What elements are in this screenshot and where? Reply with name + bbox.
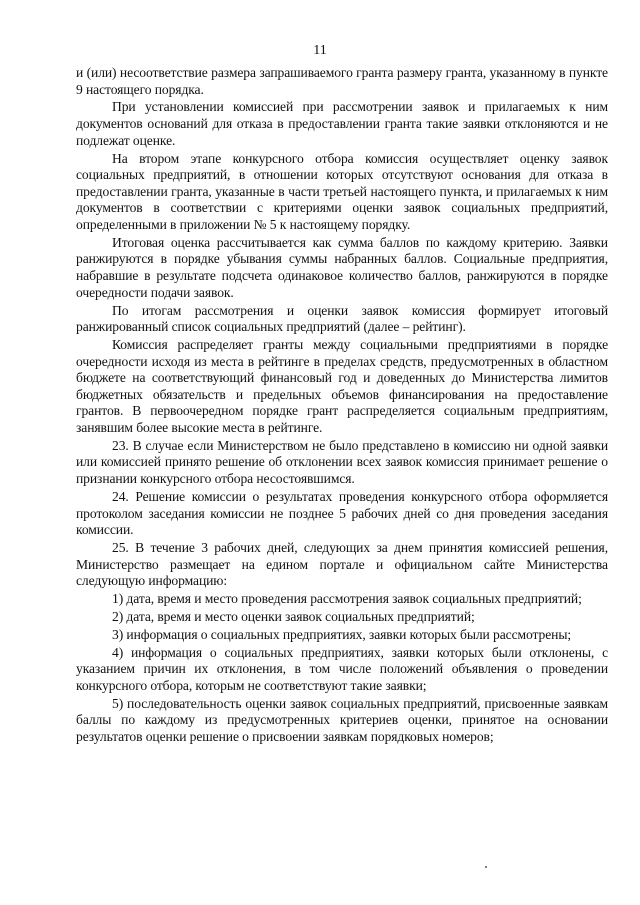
list-item: 1) дата, время и место проведения рассмотрения заявок социальных предприятий; <box>112 591 582 607</box>
clause-24: 24. Решение комиссии о результатах проведения конкурсного отбора оформляется протоколом заседания комиссии не позднее 5 рабочих дней со дня проведения заседания комиссии. <box>76 488 608 538</box>
scan-speck <box>485 866 487 868</box>
paragraph: При установлении комиссией при рассмотрении заявок и прилагаемых к ним документов оснований для отказа в предоставлении гранта такие заявки отклоняются и не подлежат оценке. <box>76 99 608 148</box>
clause-23: 23. В случае если Министерством не было представлено в комиссию ни одной заявки или комиссией принято решение об отклонении всех заявок комиссия принимает решение о признании конкурсного отбора несостоявшимся. <box>76 437 608 487</box>
list-item: 4) информация о социальных предприятиях, заявки которых были отклонены, с указанием причин их отклонения, в том числе положений объявления о проведении конкурсного отбора, которым не соответствуют такие заявки; <box>76 644 608 693</box>
paragraph: Итоговая оценка рассчитывается как сумма баллов по каждому критерию. Заявки ранжируются в порядке убывания суммы набранных баллов. Социальные предприятия, набравшие в результате подсчета одинаковое количество баллов, ранжируются в порядке очередности подачи заявок. <box>76 234 608 300</box>
page-number: 11 <box>313 43 327 58</box>
clause-25: 25. В течение 3 рабочих дней, следующих за днем принятия комиссией решения, Министерство размещает на едином портале и официальном сайте Министерства следующую информацию: <box>76 540 608 589</box>
paragraph-continuation: и (или) несоответствие размера запрашиваемого гранта размеру гранта, указанному в пункте 9 настоящего порядка. <box>76 65 608 97</box>
list-item: 5) последовательность оценки заявок социальных предприятий, присвоенные заявкам баллы по каждому из предусмотренных критериев оценки, принятое на основании результатов оценки решение о присвоении заявкам порядковых номеров; <box>76 695 608 745</box>
paragraph: На втором этапе конкурсного отбора комиссия осуществляет оценку заявок социальных предприятий, в отношении которых отсутствуют основания для отказа в предоставлении гранта, указанные в части третьей настоящего пункта, и прилагаемых к ним документов в соответствии с критериями оценки заявок социальных предприятий, определенными в приложении № 5 к настоящему порядку. <box>76 150 608 232</box>
paragraph: Комиссия распределяет гранты между социальными предприятиями в порядке очередности исходя из места в рейтинге в пределах средств, предусмотренных в областном бюджете на соответствующий финансовый год и доведенных до Министерства лимитов бюджетных обязательств и предельных объемов финансирования на предоставление грантов. В первоочередном порядке грант распределяется социальным предприятиям, занявшим более высокие места в рейтинге. <box>76 336 608 435</box>
list-item: 2) дата, время и место оценки заявок социальных предприятий; <box>112 608 475 624</box>
paragraph: По итогам рассмотрения и оценки заявок комиссия формирует итоговый ранжированный список социальных предприятий (далее – рейтинг). <box>76 302 608 335</box>
list-item: 3) информация о социальных предприятиях, заявки которых были рассмотрены; <box>112 626 572 642</box>
document-body <box>76 65 608 747</box>
